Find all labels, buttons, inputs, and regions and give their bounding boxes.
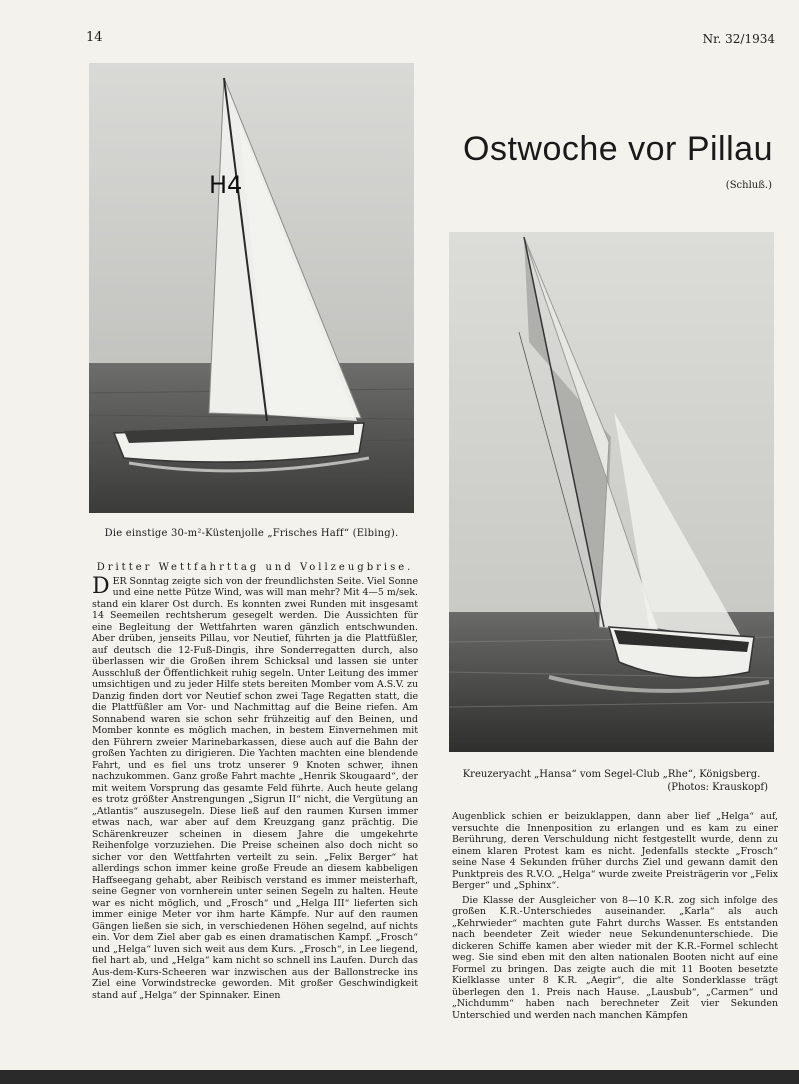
photo-credit: (Photos: Krauskopf)	[667, 782, 768, 793]
drop-cap: D	[92, 573, 110, 599]
photo-hansa	[449, 232, 774, 752]
article-column-left	[92, 562, 418, 1004]
photo-caption-left: Die einstige 30-m²-Küstenjolle „Frisches Haff“ (Elbing).	[104, 528, 399, 539]
paragraph-text: ER Sonntag zeigte sich von der freundlichsten Seite. Viel Sonne und eine nette Pütze Wind, was will man mehr? Mit 4—5 m/sek. stand ein klarer Ost durch. Es konnten zwei Runden mit insgesamt 14 Seemeilen rechtsherum gesegelt werden. Die Aussichten für eine Begleitung der Wettfahrten waren gänzlich entschwunden. Aber drüben, jenseits Pillau, vor Neutief, führten ja die Plattfüßler, auf deutsch die 12-Fuß-Dingis, ihre Sonderregatten durch, also überlassen wir die Großen ihrem Schicksal und lassen sie unter Ausschluß der Öffentlichkeit ruhig segeln. Unter Leitung des immer umsichtigen und zu jeder Hilfe stets bereiten Momber vom A.S.V. zu Danzig finden dort vor Neutief schon zwei Tage Regatten statt, die die Plattfüßler am Vor- und Nachmittag auf die Beine riefen. Am Sonnabend waren sie schon sehr frühzeitig auf den Beinen, und Momber konnte es möglich machen, in bestem Einvernehmen mit den Führern zweier Marinebarkassen, diese auch auf die Bahn der großen Yachten zu dirigieren. Die Yachten machten eine blendende Fahrt, und es fiel uns trotz unserer 9 Knoten schwer, ihnen nachzukommen. Ganz große Fahrt machte „Henrik Skougaard“, der mit weitem Vorsprung das gesamte Feld führte. Auch heute gelang es trotz größter Anstrengungen „Sigrun II“ nicht, die Vergütung an „Atlantis“ auszusegeln. Diese ließ auf den raumen Kursen immer etwas nach, war aber auf dem Kreuzgang ganz prächtig. Die Schärenkreuzer scheinen in diesem Jahre die umgekehrte Reihenfolge vorzuziehen. Die Preise scheinen also doch nicht so sicher vor den Wettfahrten verteilt zu sein. „Felix Berger“ hat allerdings schon immer keine große Freude an diesem kabbeligen Haffseegang gehabt, aber Reibisch verstand es immer meisterhaft, seine Gegner von vornherein unter seinen Segeln zu halten. Heute war es nicht möglich, und „Frosch“ und „Helga III“ lieferten sich immer einige Meter vor ihm harte Kämpfe. Nur auf den raumen Gängen ließen sie sich, in verschiedenen Höhen segelnd, auf nichts ein. Vor dem Ziel aber gab es einen dramatischen Kampf. „Frosch“ und „Helga“ luven sich weit aus dem Kurs. „Frosch“, in Lee liegend, fiel hart ab, und „Helga“ kam nicht so schnell ins Laufen. Durch das Aus-dem-Kurs-Scheeren war inzwischen aus der Ballonstrecke ins Ziel eine Vorwindstrecke geworden. Mit großer Geschwindigkeit stand auf „Helga“ der Spinnaker. Einen	[92, 575, 418, 1001]
issue-number: Nr. 32/1934	[702, 32, 775, 46]
paragraph	[92, 573, 418, 1002]
photo-kuestenjolle	[89, 63, 414, 513]
paragraph: Augenblick schien er beizuklappen, dann aber lief „Helga“ auf, versuchte die Innenposition zu erlangen und es kam zu einer Berührung, deren Verschuldung nicht festgestellt wurde, denn zu einem klaren Protest kam es nicht. Jedenfalls steckte „Frosch“ seine Nase 4 Sekunden früher durchs Ziel und gewann damit den Punktpreis des R.V.O. „Helga“ wurde zweite Preisträgerin vor „Felix Berger“ und „Sphinx“.	[452, 811, 778, 891]
article-subtitle: (Schluß.)	[725, 180, 772, 191]
article-column-right	[452, 811, 778, 1024]
caption-text: Kreuzeryacht „Hansa“ vom Segel-Club „Rhe“, Königsberg.	[462, 769, 761, 780]
sail-number: H4	[209, 171, 243, 199]
photo-caption-right	[449, 768, 774, 794]
page-number: 14	[86, 30, 103, 45]
page-edge	[0, 1070, 799, 1084]
sailboat-image	[89, 63, 414, 513]
section-heading: Dritter Wettfahrttag und Vollzeugbrise.	[96, 562, 414, 573]
article-title: Ostwoche vor Pillau	[463, 130, 773, 168]
yacht-image	[449, 232, 774, 752]
paragraph: Die Klasse der Ausgleicher von 8—10 K.R. zog sich infolge des großen K.R.-Unterschiedes auseinander. „Karla“ als auch „Kehrwieder“ machten gute Fahrt durchs Wasser. Es entstanden nach beendeter Zeit wieder neue Sekundenunterschiede. Die dickeren Schiffe kamen aber wieder mit der K.R.-Formel schlecht weg. Sie sind eben mit den alten nationalen Booten nicht auf eine Formel zu bringen. Das zeigte auch die mit 11 Booten besetzte Kielklasse unter 8 K.R. „Aegir“, die alte Sonderklasse trägt überlegen den 1. Preis nach Hause. „Lausbub“, „Carmen“ und „Nichdumm“ haben nach berechneter Zeit vier Sekunden Unterschied und werden nach manchen Kämpfen	[452, 894, 778, 1021]
